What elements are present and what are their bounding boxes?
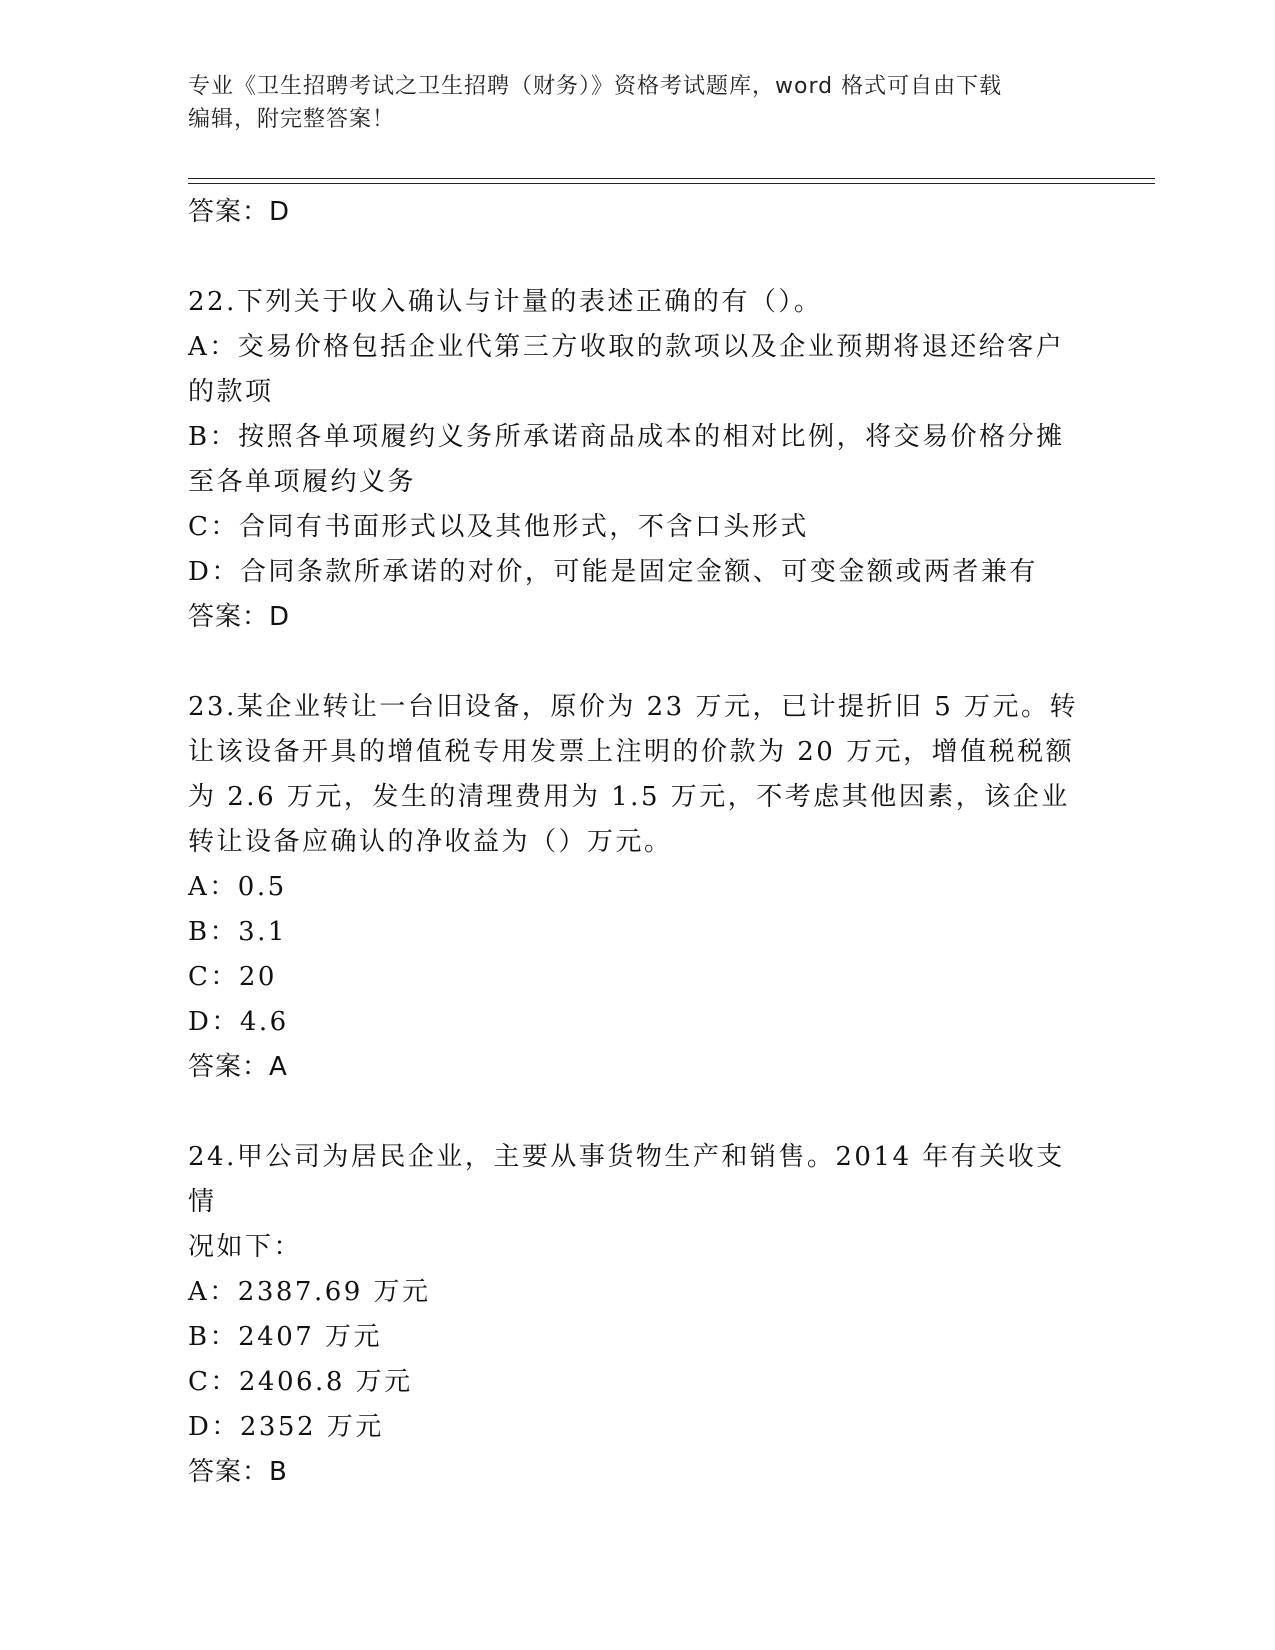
spacer: [188, 1090, 1088, 1135]
answer-line: 答案：D: [188, 602, 291, 632]
question-stem-line: 让该设备开具的增值税专用发票上注明的价款为 20 万元，增值税税额: [188, 737, 1075, 767]
question-block: [188, 685, 1088, 1090]
header-line-2: 编辑，附完整答案！: [188, 107, 396, 132]
question-stem-line: 23.某企业转让一台旧设备，原价为 23 万元，已计提折旧 5 万元。转: [188, 692, 1079, 722]
answer-line: 答案：A: [188, 1052, 288, 1082]
header-line-1: 专业《卫生招聘考试之卫生招聘（财务）》资格考试题库，word 格式可自由下载: [188, 74, 1003, 99]
option-c: C：合同有书面形式以及其他形式，不含口头形式: [188, 512, 809, 542]
option-c: C：2406.8 万元: [188, 1367, 413, 1397]
question-stem-line: 况如下：: [188, 1232, 303, 1262]
header-divider-bottom: [188, 183, 1155, 184]
option-d: D：合同条款所承诺的对价，可能是固定金额、可变金额或两者兼有: [188, 557, 1038, 587]
question-stem-line: 22.下列关于收入确认与计量的表述正确的有（）。: [188, 287, 823, 317]
option-b: B：3.1: [188, 917, 287, 947]
option-a: A：2387.69 万元: [188, 1277, 431, 1307]
question-stem-line: 24.甲公司为居民企业，主要从事货物生产和销售。2014 年有关收支情: [188, 1142, 1065, 1217]
answer-line: 答案：D: [188, 197, 291, 227]
option-b-line-2: 至各单项履约义务: [188, 467, 417, 497]
question-block: [188, 280, 1088, 640]
header-divider-top: [188, 178, 1155, 179]
option-a-line-1: A：交易价格包括企业代第三方收取的款项以及企业预期将退还给客户: [188, 332, 1065, 362]
question-block: [188, 1135, 1088, 1495]
question-stem-line: 转让设备应确认的净收益为（）万元。: [188, 827, 673, 857]
spacer: [188, 235, 1088, 280]
option-a: A：0.5: [188, 872, 287, 902]
option-a-line-2: 的款项: [188, 377, 274, 407]
option-b-line-1: B：按照各单项履约义务所承诺商品成本的相对比例，将交易价格分摊: [188, 422, 1065, 452]
option-d: D：4.6: [188, 1007, 289, 1037]
spacer: [188, 640, 1088, 685]
answer-line: 答案：B: [188, 1457, 288, 1487]
option-b: B：2407 万元: [188, 1322, 383, 1352]
option-d: D：2352 万元: [188, 1412, 384, 1442]
question-stem-line: 为 2.6 万元，发生的清理费用为 1.5 万元，不考虑其他因素，该企业: [188, 782, 1070, 812]
option-c: C：20: [188, 962, 277, 992]
page-header: [188, 70, 1088, 136]
question-content: [188, 190, 1088, 1495]
